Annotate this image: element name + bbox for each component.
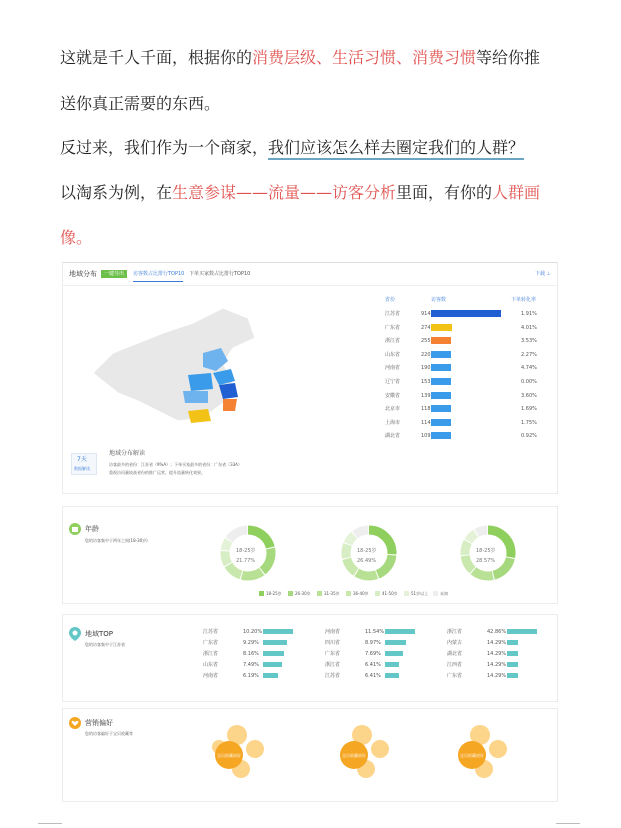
map-region-hubei — [183, 391, 208, 403]
rank-province: 安徽省 — [385, 392, 401, 399]
page-corner-mark-left — [38, 823, 62, 824]
rank-bar — [431, 419, 451, 426]
region-bar — [507, 629, 537, 634]
rank-rate: 4.74% — [521, 365, 537, 372]
header-province: 省份 — [385, 297, 396, 303]
region-value: 42.86% — [487, 629, 507, 635]
region-bar — [507, 640, 518, 645]
region-province: 浙江省 — [325, 662, 341, 668]
rank-visitors: 190 — [421, 365, 431, 372]
region-bar — [263, 629, 293, 634]
region-province: 山东省 — [203, 662, 219, 668]
region-province: 浙江省 — [203, 651, 219, 657]
region-value: 10.20% — [243, 629, 263, 635]
download-link[interactable]: 下载 ⊥ — [535, 271, 551, 277]
region-bar — [507, 662, 518, 667]
rank-bar — [431, 405, 451, 412]
bubble — [489, 740, 507, 758]
rank-province: 山东省 — [385, 351, 401, 358]
legend-label: 未知 — [440, 591, 448, 596]
region-subtitle: 您的访客集中于江苏省 — [85, 642, 125, 647]
interp-line-2: 重视访问量较高省份的推广运营，提升流量转化效果。 — [109, 470, 205, 475]
region-province: 广东省 — [203, 640, 219, 646]
region-bar — [263, 640, 287, 645]
region-distribution-panel — [62, 262, 558, 494]
tab-visitors[interactable]: 访客数占比排行TOP10 — [133, 271, 185, 277]
underlined-text: 我们应该怎么样去圈定我们的人群？ — [268, 138, 524, 160]
region-province: 广东省 — [325, 651, 341, 657]
location-pin-icon — [69, 627, 81, 641]
bubble — [371, 740, 389, 758]
rank-rate: 3.60% — [521, 392, 537, 399]
legend-swatch — [433, 591, 438, 596]
rank-visitors: 114 — [421, 419, 431, 426]
rank-rate: 0.92% — [521, 433, 537, 440]
marketing-title: 营销偏好 — [85, 719, 113, 727]
text-segment: 这就是千人千面，根据你的 — [60, 48, 253, 67]
donut-pct: 28.57% — [476, 558, 496, 564]
bubble-label: 宝贝收藏较好 — [342, 753, 366, 758]
legend-swatch — [317, 591, 322, 596]
region-value: 6.41% — [365, 662, 381, 668]
rank-bar — [431, 364, 451, 371]
region-province: 湖北省 — [447, 651, 463, 657]
region-bar — [385, 629, 415, 634]
highlight-text: 人群画 — [492, 183, 541, 202]
paragraph-3-cont: 像。 — [60, 228, 93, 247]
china-map — [83, 293, 263, 423]
region-province: 四川省 — [325, 640, 341, 646]
region-value: 14.29% — [487, 662, 507, 668]
legend-label: 31-35岁 — [324, 591, 340, 596]
bubble — [246, 740, 264, 758]
bubble-label: 宝贝收藏较好 — [217, 753, 241, 758]
region-bar — [507, 673, 518, 678]
age-subtitle: 您的访客集中于两年之间(18-30岁) — [85, 538, 148, 543]
region-value: 7.49% — [243, 662, 259, 668]
rank-bar — [431, 392, 451, 399]
region-title: 地域TOP — [85, 630, 114, 638]
rank-visitors: 118 — [421, 406, 431, 413]
region-value: 9.29% — [243, 640, 259, 646]
rank-province: 湖北省 — [385, 433, 401, 440]
age-panel — [62, 506, 558, 604]
region-province: 河南省 — [203, 673, 219, 679]
region-bar — [263, 662, 282, 667]
rank-bar — [431, 337, 451, 344]
paragraph-3 — [60, 183, 540, 203]
text-segment: 反过来，我们作为一个商家， — [60, 138, 269, 157]
region-bar — [507, 651, 518, 656]
interp-line-1: 访客最多的省份：江苏省（9%A）；下单买家最多的省份：广东省（33A） — [109, 462, 242, 467]
region-bar — [385, 640, 406, 645]
preference-bubble-cluster — [328, 717, 408, 787]
text-segment: 等给你推 — [476, 48, 541, 67]
rank-visitors: 255 — [421, 338, 431, 345]
bubble-label: 宝贝收藏较好 — [460, 753, 484, 758]
region-value: 8.16% — [243, 651, 259, 657]
rank-bar — [431, 432, 451, 439]
region-bar — [385, 673, 399, 678]
region-value: 6.41% — [365, 673, 381, 679]
region-province: 广东省 — [447, 673, 463, 679]
tab-buyers[interactable]: 下单买家数占比排行TOP10 — [189, 271, 251, 277]
donut-pct: 26.49% — [357, 558, 377, 564]
interp-title: 地域分布解读 — [109, 450, 146, 457]
rank-visitors: 914 — [421, 311, 431, 317]
rank-province: 辽宁省 — [385, 379, 401, 385]
region-value: 14.29% — [487, 673, 507, 679]
legend-swatch — [404, 591, 409, 596]
region-province: 内蒙古 — [447, 640, 463, 646]
legend-swatch — [288, 591, 293, 596]
days-box — [71, 453, 97, 475]
rank-visitors: 139 — [421, 392, 431, 399]
rank-bar — [431, 378, 451, 385]
rank-province: 上海市 — [385, 419, 401, 426]
divider — [63, 285, 557, 286]
rank-bar — [431, 310, 501, 317]
rank-province: 江苏省 — [385, 311, 401, 317]
legend-label: 36-40岁 — [353, 591, 369, 596]
highlight-text: 消费层级、生活习惯、消费习惯 — [252, 48, 477, 67]
region-top-panel — [62, 614, 558, 702]
header-rate: 下单转化率 — [511, 297, 537, 303]
panel-title: 地域分布 — [69, 270, 97, 278]
page-corner-mark-right — [556, 823, 580, 824]
days-label: 数据解读 — [74, 466, 90, 471]
legend-swatch — [259, 591, 264, 596]
export-badge[interactable]: 一键导出 — [101, 270, 127, 278]
rank-rate: 4.01% — [521, 324, 537, 331]
text-segment: 以淘系为例，在 — [60, 183, 173, 202]
region-province: 江西省 — [447, 662, 463, 668]
days-num: 7天 — [77, 456, 87, 463]
donut-label: 18-25岁 — [236, 548, 256, 554]
region-bar — [385, 651, 403, 656]
rank-province: 浙江省 — [385, 338, 401, 345]
paragraph-1 — [60, 48, 540, 68]
age-title: 年龄 — [85, 525, 99, 533]
region-province: 浙江省 — [447, 629, 463, 635]
rank-visitors: 153 — [421, 379, 431, 385]
region-province: 江苏省 — [203, 629, 219, 635]
region-province: 河南省 — [325, 629, 341, 635]
rank-rate: 1.91% — [521, 311, 537, 317]
legend-label: 51岁以上 — [411, 591, 429, 596]
rank-province: 北京市 — [385, 406, 401, 413]
rank-visitors: 109 — [421, 433, 431, 440]
paragraph-1-cont: 送你真正需要的东西。 — [60, 94, 221, 113]
legend-label: 41-50岁 — [382, 591, 398, 596]
map-region-zhejiang — [223, 399, 237, 411]
legend-swatch — [346, 591, 351, 596]
legend-swatch — [375, 591, 380, 596]
rank-bar — [431, 324, 452, 331]
marketing-subtitle: 您的访客偏好于宝贝收藏等 — [85, 731, 133, 736]
rank-province: 河南省 — [385, 365, 401, 372]
rank-rate: 1.75% — [521, 419, 537, 426]
highlight-text: 生意参谋——流量——访客分析 — [172, 183, 397, 202]
region-value: 6.19% — [243, 673, 259, 679]
legend-label: 26-30岁 — [295, 591, 311, 596]
rank-rate: 3.53% — [521, 338, 537, 345]
region-bar — [385, 662, 399, 667]
region-value: 14.29% — [487, 651, 507, 657]
rank-province: 广东省 — [385, 324, 401, 331]
region-province: 江苏省 — [325, 673, 341, 679]
rank-visitors: 220 — [421, 351, 431, 358]
rank-rate: 1.69% — [521, 406, 537, 413]
region-bar — [263, 673, 278, 678]
rank-rate: 2.27% — [521, 351, 537, 358]
region-bar — [263, 651, 284, 656]
region-value: 14.29% — [487, 640, 507, 646]
rank-visitors: 274 — [421, 324, 431, 331]
preference-bubble-cluster — [203, 717, 283, 787]
age-icon — [69, 523, 81, 535]
heart-icon — [69, 717, 81, 729]
region-value: 8.97% — [365, 640, 381, 646]
map-region-guangdong — [188, 409, 211, 423]
donut-label: 18-25岁 — [476, 548, 496, 554]
active-tab-underline — [133, 281, 183, 282]
rank-rate: 0.00% — [521, 379, 537, 385]
header-visitors: 访客数 — [431, 297, 447, 303]
legend-label: 18-25岁 — [266, 591, 282, 596]
preference-bubble-cluster — [446, 717, 526, 787]
embedded-screenshot — [62, 262, 556, 800]
donut-label: 18-25岁 — [357, 548, 377, 554]
region-value: 7.69% — [365, 651, 381, 657]
rank-bar — [431, 351, 451, 358]
map-region-henan — [188, 373, 213, 391]
paragraph-2 — [60, 138, 524, 158]
marketing-panel — [62, 708, 558, 802]
region-value: 11.54% — [365, 629, 385, 635]
donut-pct: 21.77% — [236, 558, 256, 564]
text-segment: 里面，有你的 — [396, 183, 493, 202]
